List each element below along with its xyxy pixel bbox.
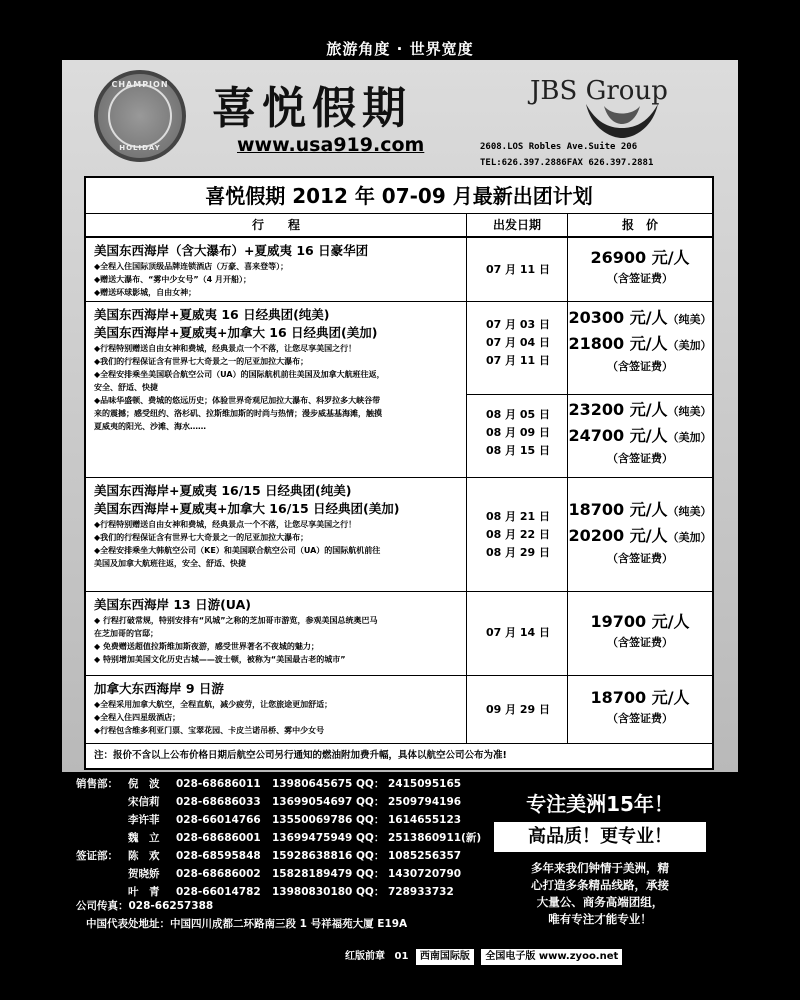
- company-tel-fax: TEL:626.397.2886FAX 626.397.2881: [480, 158, 654, 168]
- company-address: 2608.LOS Robles Ave.Suite 206: [480, 142, 638, 152]
- tour-feature: 夏威夷的阳光、沙滩、海水……: [94, 422, 206, 431]
- visa-fee-note: （含签证费）: [607, 712, 673, 725]
- contact-mobile: 13980645675: [272, 778, 353, 790]
- col-price: 报 价: [621, 218, 658, 232]
- tour-feature: 安全、舒适、快捷: [94, 383, 158, 392]
- tour-name: 加拿大东西海岸 9 日游: [94, 681, 224, 696]
- promo-description: 多年来我们钟情于美洲，精 心打造多条精品线路，承接 大量公、商务高端团组， 唯有专注才能专业！: [531, 861, 669, 926]
- contact-mobile: 15828189479: [272, 868, 353, 880]
- tour-feature: ◆全程采用加拿大航空，全程直航，减少疲劳，让您旅途更加舒适；: [94, 700, 333, 709]
- contact-qq: 1614655123: [388, 814, 462, 826]
- contact-phone: 028-68686001: [176, 832, 261, 844]
- tour-feature: ◆ 免费赠送超值拉斯维加斯夜游，感受世界著名不夜城的魅力；: [94, 642, 319, 651]
- digital-edition-link[interactable]: 全国电子版 www.zyoo.net: [481, 949, 622, 965]
- contact-row: [76, 794, 496, 810]
- sales-label: 销售部：: [76, 778, 118, 790]
- visa-label: 签证部：: [76, 850, 118, 862]
- price: 26900 元/人: [590, 248, 690, 267]
- contact-name: 魏 立: [128, 832, 160, 844]
- tour-row: [86, 238, 712, 302]
- price: 20200 元/人（美加）: [568, 526, 712, 545]
- tour-name: 美国东西海岸 13 日游(UA): [94, 597, 251, 612]
- tour-itinerary: [94, 242, 464, 299]
- visa-fee-note: （含签证费）: [607, 272, 673, 285]
- contact-phone: 028-66014766: [176, 814, 261, 826]
- departure-date: 08 月 15 日: [485, 444, 551, 457]
- tour-prices: [568, 686, 712, 728]
- header: [62, 60, 738, 172]
- ad-sheet: [62, 60, 738, 772]
- price: 19700 元/人: [590, 612, 690, 631]
- contact-row: [76, 866, 496, 882]
- contact-name: 叶 青: [128, 886, 160, 898]
- contact-name: 李许菲: [128, 814, 160, 826]
- contact-qq: 1085256357: [388, 850, 462, 862]
- departure-dates: [470, 261, 566, 279]
- qq-label: QQ：: [356, 850, 385, 862]
- company-name: JBS Group: [530, 76, 668, 106]
- price: 18700 元/人（纯美）: [568, 500, 712, 519]
- departure-dates: [470, 316, 566, 370]
- tour-feature: ◆品味华盛顿、费城的悠远历史；体验世界奇观尼加拉大瀑布、科罗拉多大峡谷带: [94, 396, 381, 405]
- tour-prices: [568, 246, 712, 288]
- qq-label: QQ：: [356, 868, 385, 880]
- qq-label: QQ：: [356, 886, 385, 898]
- contact-row: [76, 776, 496, 792]
- price: 20300 元/人（纯美）: [568, 308, 712, 327]
- contact-phone: 028-68595848: [176, 850, 261, 862]
- tour-feature: ◆行程特别赠送自由女神和费城，经典景点一个不落，让您尽享美国之行！: [94, 520, 357, 529]
- promo-box: [494, 790, 706, 928]
- price-note: 注：报价不含以上公布价格日期后航空公司另行通知的燃油附加费升幅，具体以航空公司公布为准!: [94, 750, 507, 761]
- edition-badge: 西南国际版: [416, 949, 474, 965]
- departure-date: 07 月 11 日: [485, 263, 551, 276]
- qq-label: QQ：: [356, 796, 385, 808]
- tour-itinerary: [94, 306, 464, 433]
- tour-table: [84, 176, 714, 770]
- contact-qq: 2415095165: [388, 778, 462, 790]
- contact-mobile: 13699475949: [272, 832, 353, 844]
- departure-date: 08 月 29 日: [485, 546, 551, 559]
- departure-date: 07 月 14 日: [485, 626, 551, 639]
- price: 24700 元/人（美加）: [568, 426, 712, 445]
- visa-fee-note: （含签证费）: [607, 552, 673, 565]
- price: 23200 元/人（纯美）: [568, 400, 712, 419]
- contact-phone: 028-68686011: [176, 778, 261, 790]
- tour-prices: [568, 610, 712, 652]
- qq-label: QQ：: [356, 778, 385, 790]
- price: 21800 元/人（美加）: [568, 334, 712, 353]
- qq-label: QQ：: [356, 832, 385, 844]
- tour-row: [86, 478, 712, 592]
- tour-feature: ◆ 行程打破常规，特别安排有“风城”之称的芝加哥市游览，参观美国总统奥巴马: [94, 616, 378, 625]
- date-group-divider: [467, 394, 712, 395]
- tour-itinerary: [94, 680, 464, 737]
- tour-name: 美国东西海岸+夏威夷 16/15 日经典团(纯美): [94, 483, 352, 498]
- contact-name: 贺晓娇: [128, 868, 160, 880]
- contact-name: 陈 欢: [128, 850, 160, 862]
- price: 18700 元/人: [590, 688, 690, 707]
- tour-prices: [568, 498, 712, 568]
- slogan: 旅游角度 · 世界宽度: [326, 40, 474, 58]
- tour-name: 美国东西海岸+夏威夷+加拿大 16 日经典团(美加): [94, 325, 378, 340]
- tour-feature: ◆赠送大瀑布、“雾中少女号”（4 月开船）；: [94, 275, 252, 284]
- contact-row: [76, 812, 496, 828]
- contact-phone: 028-68686002: [176, 868, 261, 880]
- departure-dates: [470, 508, 566, 562]
- promo-subheadline: 高品质！更专业！: [494, 822, 706, 852]
- contact-mobile: 15928638816: [272, 850, 353, 862]
- contact-phone: 028-66014782: [176, 886, 261, 898]
- visa-fee-note: （含签证费）: [607, 360, 673, 373]
- tour-itinerary: [94, 596, 464, 666]
- section-name: 红版前章: [345, 951, 385, 962]
- tour-itinerary: [94, 482, 464, 570]
- tour-prices: [568, 306, 712, 376]
- top-banner: [0, 0, 800, 60]
- tour-feature: 美国及加拿大航班往返，安全、舒适、快捷: [94, 559, 246, 568]
- departure-date: 09 月 29 日: [485, 703, 551, 716]
- contact-row: [76, 830, 496, 846]
- contact-mobile: 13699054697: [272, 796, 353, 808]
- page-footer: [345, 948, 622, 966]
- departure-date: 08 月 21 日: [485, 510, 551, 523]
- contact-mobile: 13550069786: [272, 814, 353, 826]
- departure-date: 07 月 04 日: [485, 336, 551, 349]
- tour-feature: ◆行程特别赠送自由女神和费城，经典景点一个不落，让您尽享美国之行！: [94, 344, 357, 353]
- contact-qq: 1430720790: [388, 868, 462, 880]
- departure-date: 07 月 03 日: [485, 318, 551, 331]
- departure-dates: [470, 406, 566, 460]
- tour-feature: ◆行程包含维多利亚门票、宝翠花园、卡皮兰诺吊桥、雾中少女号: [94, 726, 325, 735]
- website-link[interactable]: www.usa919.com: [237, 134, 425, 156]
- visa-fee-note: （含签证费）: [607, 636, 673, 649]
- departure-dates: [470, 701, 566, 719]
- qq-label: QQ：: [356, 814, 385, 826]
- tour-feature: ◆全程入住国际顶级品牌连锁酒店（万豪、喜来登等）；: [94, 262, 289, 271]
- col-date: 出发日期: [492, 218, 541, 232]
- contact-phone: 028-68686033: [176, 796, 261, 808]
- champion-holiday-emblem-icon: [94, 70, 186, 162]
- tour-feature: 来的震撼；感受纽约、洛杉矶、拉斯维加斯的时尚与热情；漫步威基基海滩，触摸: [94, 409, 382, 418]
- emblem-bottom-text: HOLIDAY: [119, 144, 161, 152]
- table-title: 喜悦假期 2012 年 07-09 月最新出团计划: [86, 178, 712, 214]
- contact-mobile: 13980830180: [272, 886, 353, 898]
- departure-date: 08 月 22 日: [485, 528, 551, 541]
- contact-qq: 2509794196: [388, 796, 462, 808]
- tour-row: [86, 302, 712, 478]
- tour-name: 美国东西海岸+夏威夷 16 日经典团(纯美): [94, 307, 330, 322]
- office-address: 中国代表处地址：中国四川成都二环路南三段 1 号祥福苑大厦 E19A: [86, 918, 408, 930]
- contact-name: 倪 波: [128, 778, 160, 790]
- tour-row: [86, 592, 712, 676]
- tour-feature: ◆赠送环球影城，自由女神；: [94, 288, 197, 297]
- tour-feature: ◆全程入住四星级酒店；: [94, 713, 181, 722]
- emblem-top-text: CHAMPION: [111, 80, 169, 89]
- brand-title: 喜悦假期: [212, 83, 412, 134]
- page-number: 01: [394, 951, 409, 962]
- contact-qq: 2513860911(新): [388, 832, 482, 844]
- tour-feature: 在芝加哥的官邸；: [94, 629, 158, 638]
- jbs-wave-logo-icon: [582, 100, 662, 140]
- tour-row: [86, 676, 712, 744]
- tour-feature: ◆我们的行程保证含有世界七大奇景之一的尼亚加拉大瀑布；: [94, 357, 309, 366]
- table-header: [86, 214, 712, 238]
- contact-row: [76, 848, 496, 864]
- departure-date: 07 月 11 日: [485, 354, 551, 367]
- departure-dates: [470, 624, 566, 642]
- tour-name: 美国东西海岸+夏威夷+加拿大 16/15 日经典团(美加): [94, 501, 400, 516]
- contact-name: 宋信莉: [128, 796, 160, 808]
- tour-feature: ◆ 特别增加美国文化历史古城——波士顿，被称为“美国最古老的城市”: [94, 655, 346, 664]
- tour-feature: ◆全程安排乘坐美国联合航空公司（UA）的国际航机前往美国及加拿大航班往返，: [94, 370, 385, 379]
- tour-feature: ◆我们的行程保证含有世界七大奇景之一的尼亚加拉大瀑布；: [94, 533, 309, 542]
- promo-headline: 专注美洲15年！: [526, 792, 674, 816]
- tour-feature: ◆全程安排乘坐大韩航空公司（KE）和美国联合航空公司（UA）的国际航机前往: [94, 546, 381, 555]
- departure-date: 08 月 09 日: [485, 426, 551, 439]
- visa-fee-note: （含签证费）: [607, 452, 673, 465]
- contact-qq: 728933732: [388, 886, 454, 898]
- tour-prices: [568, 398, 712, 468]
- tour-name: 美国东西海岸（含大瀑布）+夏威夷 16 日豪华团: [94, 243, 369, 258]
- departure-date: 08 月 05 日: [485, 408, 551, 421]
- col-itinerary: 行 程: [251, 218, 300, 232]
- company-fax: 公司传真：028-66257388: [76, 900, 214, 912]
